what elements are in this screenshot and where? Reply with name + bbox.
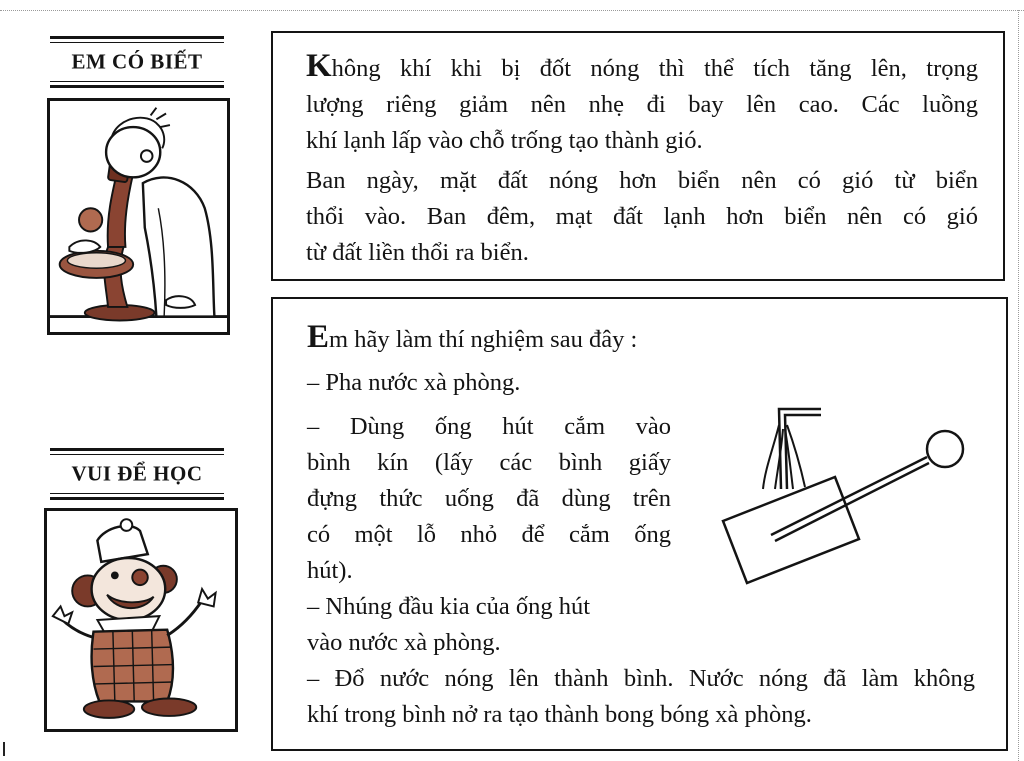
info-paragraph-1 xyxy=(306,50,978,159)
experiment-step-2: – Dùng ống hút cắm vào bình kín (lấy các bình giấy đựng thức uống đã dùng trên có một lỗ nhỏ để cắm ống hút). xyxy=(307,413,671,584)
scientist-microscope-illustration xyxy=(47,98,230,335)
closed-carton-icon xyxy=(723,477,859,583)
bent-straw-icon xyxy=(763,409,821,489)
vui-de-hoc-label: VUI ĐỂ HỌC xyxy=(71,461,203,486)
em-co-biet-label: EM CÓ BIẾT xyxy=(71,49,203,74)
page-edge-mark xyxy=(3,742,5,756)
info-paragraph-2 xyxy=(306,163,978,271)
info-p1-line-3: khí lạnh lấp vào chỗ trống tạo thành gió. xyxy=(306,127,703,154)
experiment-step-4: – Đổ nước nóng lên thành bình. Nước nóng đã làm không khí trong bình nở ra tạo thành bong bóng xà phòng. xyxy=(307,665,975,728)
bottle-straw-diagram xyxy=(713,389,973,589)
page-right-border xyxy=(1018,10,1019,761)
vui-de-hoc-box xyxy=(271,297,1008,751)
clown-icon xyxy=(47,511,235,729)
clown-illustration xyxy=(44,508,238,732)
info-p2-line-1: Ban ngày, mặt đất nóng hơn biển nên có gió từ biển xyxy=(306,167,978,194)
info-p1-line-2: lượng riêng giảm nên nhẹ đi bay lên cao. Các luồng xyxy=(306,91,978,118)
em-co-biet-box xyxy=(271,31,1005,281)
page-top-border xyxy=(0,10,1024,11)
info-dropcap: K xyxy=(306,48,332,84)
experiment-step-1: – Pha nước xà phòng. xyxy=(307,369,521,396)
info-p2-line-3: từ đất liền thổi ra biển. xyxy=(306,239,529,266)
em-co-biet-heading xyxy=(50,36,224,88)
info-p2-line-2: thổi vào. Ban đêm, mạt đất lạnh hơn biển nên có gió xyxy=(306,203,978,230)
experiment-step-3: – Nhúng đầu kia của ống hút vào nước xà phòng. xyxy=(307,593,591,656)
experiment-dropcap: E xyxy=(307,319,330,355)
info-p1-line-1: Không khí khi bị đốt nóng thì thể tích tăng lên, trọng xyxy=(306,48,978,84)
scientist-microscope-icon xyxy=(50,101,227,332)
experiment-title: Em hãy làm thí nghiệm sau đây : xyxy=(307,319,638,355)
vui-de-hoc-heading xyxy=(50,448,224,500)
